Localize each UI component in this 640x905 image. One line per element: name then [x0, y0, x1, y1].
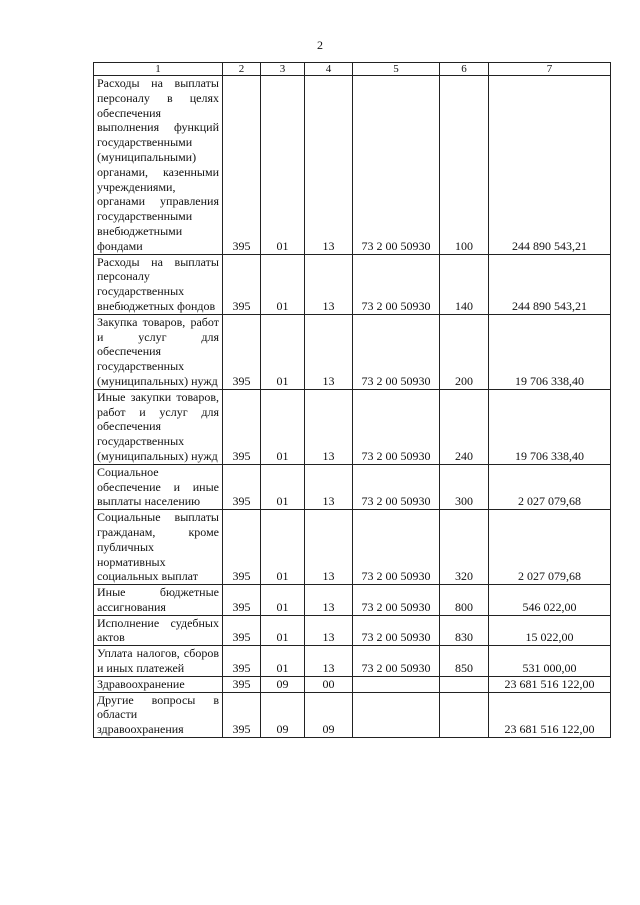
- table-row: [94, 510, 611, 585]
- page-number: 2: [317, 38, 323, 52]
- amount-cell: 19 706 338,40: [489, 389, 611, 464]
- code-admin-cell: 395: [223, 464, 261, 509]
- code-target-cell: [353, 676, 440, 692]
- code-expense-type-cell: [440, 692, 489, 737]
- amount-cell: 23 681 516 122,00: [489, 692, 611, 737]
- amount-cell: 531 000,00: [489, 646, 611, 677]
- amount-cell: 23 681 516 122,00: [489, 676, 611, 692]
- table-row: [94, 692, 611, 737]
- row-name-cell: Социальное обеспечение и иные выплаты населению: [94, 464, 223, 509]
- code-admin-cell: 395: [223, 692, 261, 737]
- code-admin-cell: 395: [223, 615, 261, 646]
- table-row: [94, 76, 611, 255]
- code-target-cell: 73 2 00 50930: [353, 646, 440, 677]
- amount-cell: 15 022,00: [489, 615, 611, 646]
- header-cell: 5: [353, 63, 440, 76]
- code-subsection-cell: 13: [305, 76, 353, 255]
- code-subsection-cell: 13: [305, 314, 353, 389]
- header-cell: 1: [94, 63, 223, 76]
- code-section-cell: 09: [261, 692, 305, 737]
- row-name-cell: Уплата налогов, сборов и иных платежей: [94, 646, 223, 677]
- code-target-cell: 73 2 00 50930: [353, 254, 440, 314]
- code-target-cell: 73 2 00 50930: [353, 76, 440, 255]
- amount-cell: 244 890 543,21: [489, 254, 611, 314]
- code-section-cell: 01: [261, 646, 305, 677]
- code-section-cell: 01: [261, 254, 305, 314]
- row-name-cell: Закупка товаров, работ и услуг для обеспечения государственных (муниципальных) нужд: [94, 314, 223, 389]
- amount-cell: 546 022,00: [489, 585, 611, 616]
- code-subsection-cell: 13: [305, 510, 353, 585]
- row-name-cell: Исполнение судебных актов: [94, 615, 223, 646]
- header-cell: 6: [440, 63, 489, 76]
- code-section-cell: 01: [261, 314, 305, 389]
- code-admin-cell: 395: [223, 676, 261, 692]
- table-row: [94, 389, 611, 464]
- code-section-cell: 01: [261, 389, 305, 464]
- code-target-cell: 73 2 00 50930: [353, 314, 440, 389]
- code-admin-cell: 395: [223, 76, 261, 255]
- code-admin-cell: 395: [223, 254, 261, 314]
- code-section-cell: 01: [261, 510, 305, 585]
- row-name-cell: Социальные выплаты гражданам, кроме публичных нормативных социальных выплат: [94, 510, 223, 585]
- table-row: [94, 464, 611, 509]
- table-body: [94, 76, 611, 738]
- code-section-cell: 09: [261, 676, 305, 692]
- code-expense-type-cell: 320: [440, 510, 489, 585]
- code-admin-cell: 395: [223, 314, 261, 389]
- header-cell: 7: [489, 63, 611, 76]
- code-subsection-cell: 09: [305, 692, 353, 737]
- code-expense-type-cell: 100: [440, 76, 489, 255]
- code-target-cell: [353, 692, 440, 737]
- code-section-cell: 01: [261, 76, 305, 255]
- row-name-cell: Расходы на выплаты персоналу в целях обеспечения выполнения функций государственными (муниципальными) органами, казенными учреждениями, органами управления государственными внебюджетными фондами: [94, 76, 223, 255]
- code-target-cell: 73 2 00 50930: [353, 389, 440, 464]
- amount-cell: 2 027 079,68: [489, 464, 611, 509]
- amount-cell: 19 706 338,40: [489, 314, 611, 389]
- code-expense-type-cell: 200: [440, 314, 489, 389]
- row-name-cell: Иные закупки товаров, работ и услуг для обеспечения государственных (муниципальных) нужд: [94, 389, 223, 464]
- table-row: [94, 615, 611, 646]
- code-target-cell: 73 2 00 50930: [353, 585, 440, 616]
- code-section-cell: 01: [261, 585, 305, 616]
- row-name-cell: Здравоохранение: [94, 676, 223, 692]
- code-subsection-cell: 13: [305, 615, 353, 646]
- row-name-cell: Расходы на выплаты персоналу государственных внебюджетных фондов: [94, 254, 223, 314]
- code-expense-type-cell: 140: [440, 254, 489, 314]
- code-target-cell: 73 2 00 50930: [353, 510, 440, 585]
- code-section-cell: 01: [261, 464, 305, 509]
- code-target-cell: 73 2 00 50930: [353, 464, 440, 509]
- code-expense-type-cell: [440, 676, 489, 692]
- code-expense-type-cell: 300: [440, 464, 489, 509]
- code-subsection-cell: 00: [305, 676, 353, 692]
- table-row: [94, 254, 611, 314]
- amount-cell: 2 027 079,68: [489, 510, 611, 585]
- code-subsection-cell: 13: [305, 254, 353, 314]
- budget-table: [93, 62, 611, 738]
- code-subsection-cell: 13: [305, 646, 353, 677]
- table-row: [94, 585, 611, 616]
- amount-cell: 244 890 543,21: [489, 76, 611, 255]
- code-admin-cell: 395: [223, 585, 261, 616]
- header-row: [94, 63, 611, 76]
- row-name-cell: Другие вопросы в области здравоохранения: [94, 692, 223, 737]
- header-cell: 2: [223, 63, 261, 76]
- header-cell: 4: [305, 63, 353, 76]
- code-target-cell: 73 2 00 50930: [353, 615, 440, 646]
- table-row: [94, 646, 611, 677]
- code-admin-cell: 395: [223, 646, 261, 677]
- table-row: [94, 314, 611, 389]
- code-subsection-cell: 13: [305, 464, 353, 509]
- code-admin-cell: 395: [223, 389, 261, 464]
- code-expense-type-cell: 850: [440, 646, 489, 677]
- header-cell: 3: [261, 63, 305, 76]
- code-admin-cell: 395: [223, 510, 261, 585]
- code-section-cell: 01: [261, 615, 305, 646]
- code-subsection-cell: 13: [305, 585, 353, 616]
- code-subsection-cell: 13: [305, 389, 353, 464]
- row-name-cell: Иные бюджетные ассигнования: [94, 585, 223, 616]
- code-expense-type-cell: 240: [440, 389, 489, 464]
- code-expense-type-cell: 830: [440, 615, 489, 646]
- code-expense-type-cell: 800: [440, 585, 489, 616]
- table-row: [94, 676, 611, 692]
